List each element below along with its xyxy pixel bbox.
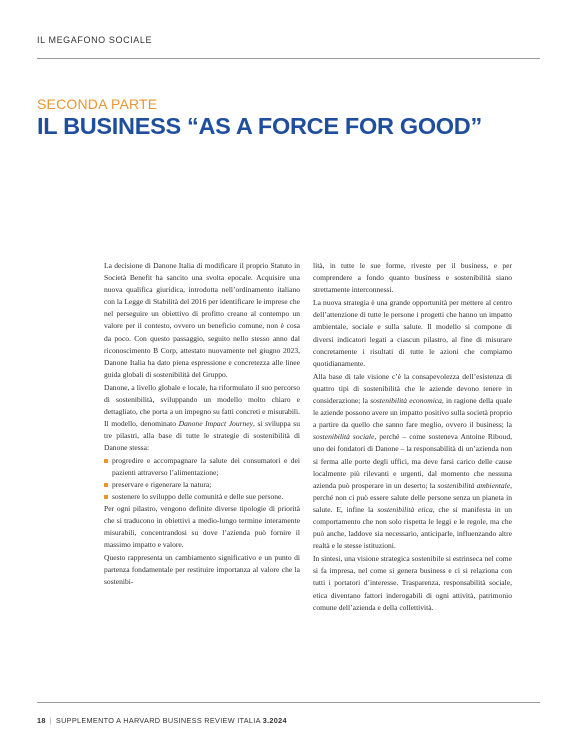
- publication-name: SUPPLEMENTO A HARVARD BUSINESS REVIEW ITALIA: [55, 716, 261, 725]
- paragraph: Per ogni pilastro, vengono definite diverse tipologie di priorità che si traducono in obiettivi a medio-lungo termine interamente misurabili, concentrandosi su dove l’azienda può fornire il massimo impatto e valore.: [104, 503, 300, 550]
- text-run: , in ragione della quale le aziende possono avere un impatto positivo sulla società proprio a partire da quello che sanno fare meglio, ovvero il business; la: [313, 396, 512, 430]
- emphasis: sostenibilità ambientale: [437, 480, 511, 490]
- paragraph: [104, 382, 300, 455]
- page-number: 18: [37, 716, 46, 725]
- text-run: , si sviluppa su tre pilastri, alla base di tutte le strategie di sostenibilità di Danone stessa:: [104, 419, 301, 453]
- paragraph: La decisione di Danone Italia di modificare il proprio Statuto in Società Benefit ha sancito una svolta epocale. Acquisire una nuova qualifica giuridica, introdotta nell’ordinamento italiano con la Legge di Stabilità del 2016 per identificare le imprese che nel perseguire un obiettivo di profitto creano al contempo un valore per il contesto, ovvero un beneficio comune, non è cosa da poco. Con questo passaggio, seguito nello stesso anno dal riconoscimento B Corp, attestato nuovamente nel giugno 2023, Danone Italia ha dato piena espressione e concretezza alle linee guida globali di sostenibilità del Gruppo.: [104, 261, 300, 379]
- emphasis: sostenibilità etica: [377, 504, 433, 514]
- text-run: Alla base di tale visione c’è la consapevolezza dell’esistenza di quattro tipi di sostenibilità che le aziende devono tenere in considerazione; la: [313, 371, 512, 406]
- list-item: sostenere lo sviluppo delle comunità e delle sue persone.: [104, 491, 300, 503]
- body-column-right: [313, 260, 512, 614]
- pillar-list: [104, 455, 300, 503]
- text-run: Danone, a livello globale e locale, ha riformulato il suo percorso di sostenibilità, sviluppando un modello molto chiaro e dettagliato, che porta a un impegno su fatti concreti e misurabili. Il modello, denominato: [104, 382, 300, 429]
- list-item: preservare e rigenerare la natura;: [104, 479, 300, 491]
- emphasis: sostenibilità economica: [370, 396, 442, 406]
- emphasis: Danone Impact Journey: [178, 419, 254, 429]
- paragraph: La nuova strategia è una grande opportunità per mettere al centro dell’attenzione di tutte le persone i progetti che hanno un impatto ambientale, sociale e sulla salute. Il modello si compone di diversi indicatori legati a ciascun pilastro, al fine di misurare concretamente i risultati di tutte le azioni che compiamo quotidianamente.: [313, 298, 512, 368]
- article-headline: IL BUSINESS “AS A FORCE FOR GOOD”: [37, 113, 482, 139]
- footer-rule: [37, 702, 540, 703]
- header-rule: [37, 58, 540, 59]
- paragraph: lità, in tutte le sue forme, riveste per il business, e per comprendere a fondo quanto business e sostenibilità siano strettamente interconnessi.: [313, 261, 512, 295]
- paragraph: Questo rappresenta un cambiamento significativo e un punto di partenza fondamentale per restituire importanza al valore che la sostenibi-: [104, 553, 300, 587]
- issue-number: 3.2024: [262, 716, 287, 725]
- footer-separator: |: [49, 716, 52, 725]
- paragraph: [313, 371, 512, 552]
- paragraph: In sintesi, una visione strategica sostenibile si estrinseca nel come si fa impresa, nel come si genera business e ci si relaziona con tutti i portatori d’interesse. Trasparenza, responsabilità sociale, etica diventano fattori inderogabili di ogni attività, patrimonio comune dell’azienda e della collettività.: [313, 554, 512, 612]
- emphasis: sostenibilità sociale: [313, 432, 375, 442]
- text-run: , che si manifesta in un comportamento che non solo rispetta le leggi e le regole, ma che può anche, laddove sia necessario, anticiparle, influenzando altre realtà e le stesse istituzioni.: [313, 504, 512, 551]
- text-run: , perché non ci può essere salute delle persone senza un pianeta in salute. E, infine la: [313, 480, 512, 514]
- text-run: , perché – come sosteneva Antoine Riboud, uno dei fondatori di Danone – la responsabilità di un’azienda non si ferma alle porte degli uffici, ma deve farsi carico delle cause localmente più rilevanti e urgenti, dal momento che nessuna azienda può prosperare in un deserto; la: [313, 432, 512, 490]
- list-item: progredire e accompagnare la salute dei consumatori e dei pazienti attraverso l’alimentazione;: [104, 455, 300, 479]
- section-kicker: SECONDA PARTE: [37, 96, 158, 112]
- body-column-left: [104, 260, 300, 589]
- page-footer: [37, 716, 287, 725]
- running-head: IL MEGAFONO SOCIALE: [37, 35, 153, 45]
